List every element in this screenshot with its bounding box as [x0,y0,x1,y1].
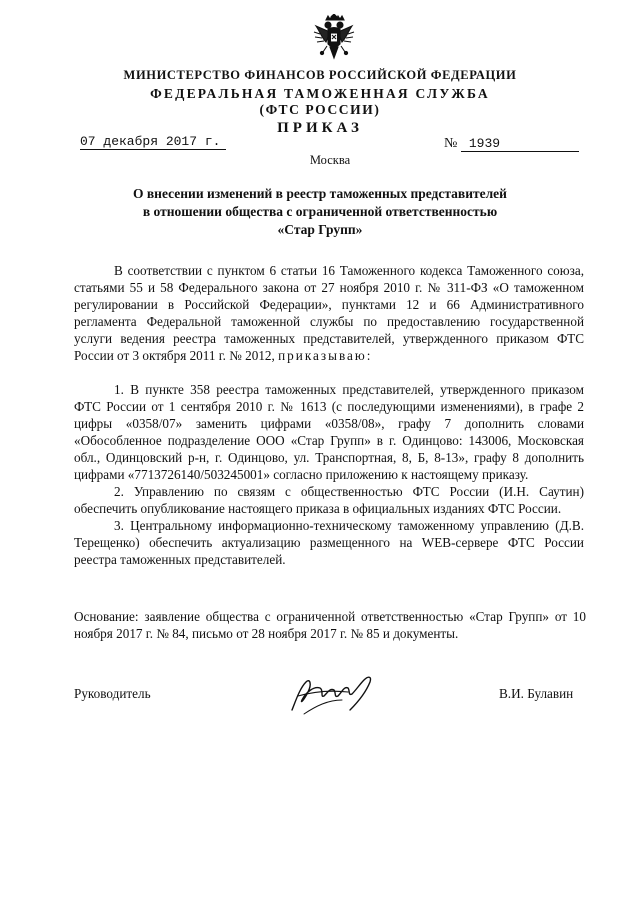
handwritten-signature [286,670,378,718]
order-word: приказываю: [278,348,373,363]
subject-line-1: О внесении изменений в реестр таможенных представителей [133,186,507,201]
signatory-name: В.И. Булавин [499,686,574,701]
service-short-name: (ФТС РОССИИ) [259,102,381,117]
order-item-3: 3. Центральному информационно-техническому таможенному управлению (Д.В. Терещенко) обеспечить актуализацию размещенного на WEB-сервере ФТС России реестра таможенных представителей. [74,518,584,567]
ministry-name: МИНИСТЕРСТВО ФИНАНСОВ РОССИЙСКОЙ ФЕДЕРАЦИИ [123,68,517,82]
order-item-1: 1. В пункте 358 реестра таможенных представителей, утвержденного приказом ФТС России от 1 сентября 2010 г. № 1613 (с последующими изменениями), в графе 2 цифры «0358/07» заменить цифрами «0358/08», графу 7 дополнить словами «Обособленное подразделение ООО «Стар Групп» в г. Одинцово: 143006, Московская обл., Одинцовский р-н, г. Одинцово, ул. Транспортная, 8, Б, 8-13», графу 8 дополнить цифрами «7713726140/503245001» согласно приложению к настоящему приказу. [74,382,584,482]
coat-of-arms-icon [312,14,356,62]
document-type-title: ПРИКАЗ [277,120,363,136]
order-number: 1939 [461,136,579,152]
subject-line-2: в отношении общества с ограниченной ответственностью [142,204,498,219]
order-item-2: 2. Управлению по связям с общественностью ФТС России (И.Н. Саутин) обеспечить опубликование настоящего приказа в официальных изданиях ФТС России. [74,484,584,516]
order-date: 07 декабря 2017 г. [80,134,226,150]
order-number-line [444,136,579,152]
number-sign: № [444,136,458,151]
preamble-text: В соответствии с пунктом 6 статьи 16 Таможенного кодекса Таможенного союза, статьями 55 и 58 Федерального закона от 27 ноября 2010 г. № 311-ФЗ «О таможенном регулировании в Российской Федерации», пунктами 12 и 66 Административного регламента Федеральной таможенной службы по предоставлению государственной услуги ведения реестра таможенных представителей, утвержденного приказом ФТС России от 3 октября 2011 г. № 2012, [74,263,584,363]
order-subject [0,185,640,239]
preamble-paragraph [74,262,584,364]
order-items [74,381,584,568]
subject-line-3: «Стар Групп» [277,222,363,237]
service-name: ФЕДЕРАЛЬНАЯ ТАМОЖЕННАЯ СЛУЖБА [150,86,490,101]
basis-paragraph: Основание: заявление общества с ограниченной ответственностью «Стар Групп» от 10 ноября 2017 г. № 84, письмо от 28 ноября 2017 г. № 85 и документы. [74,609,586,641]
signatory-role: Руководитель [74,686,151,701]
city: Москва [309,153,351,167]
